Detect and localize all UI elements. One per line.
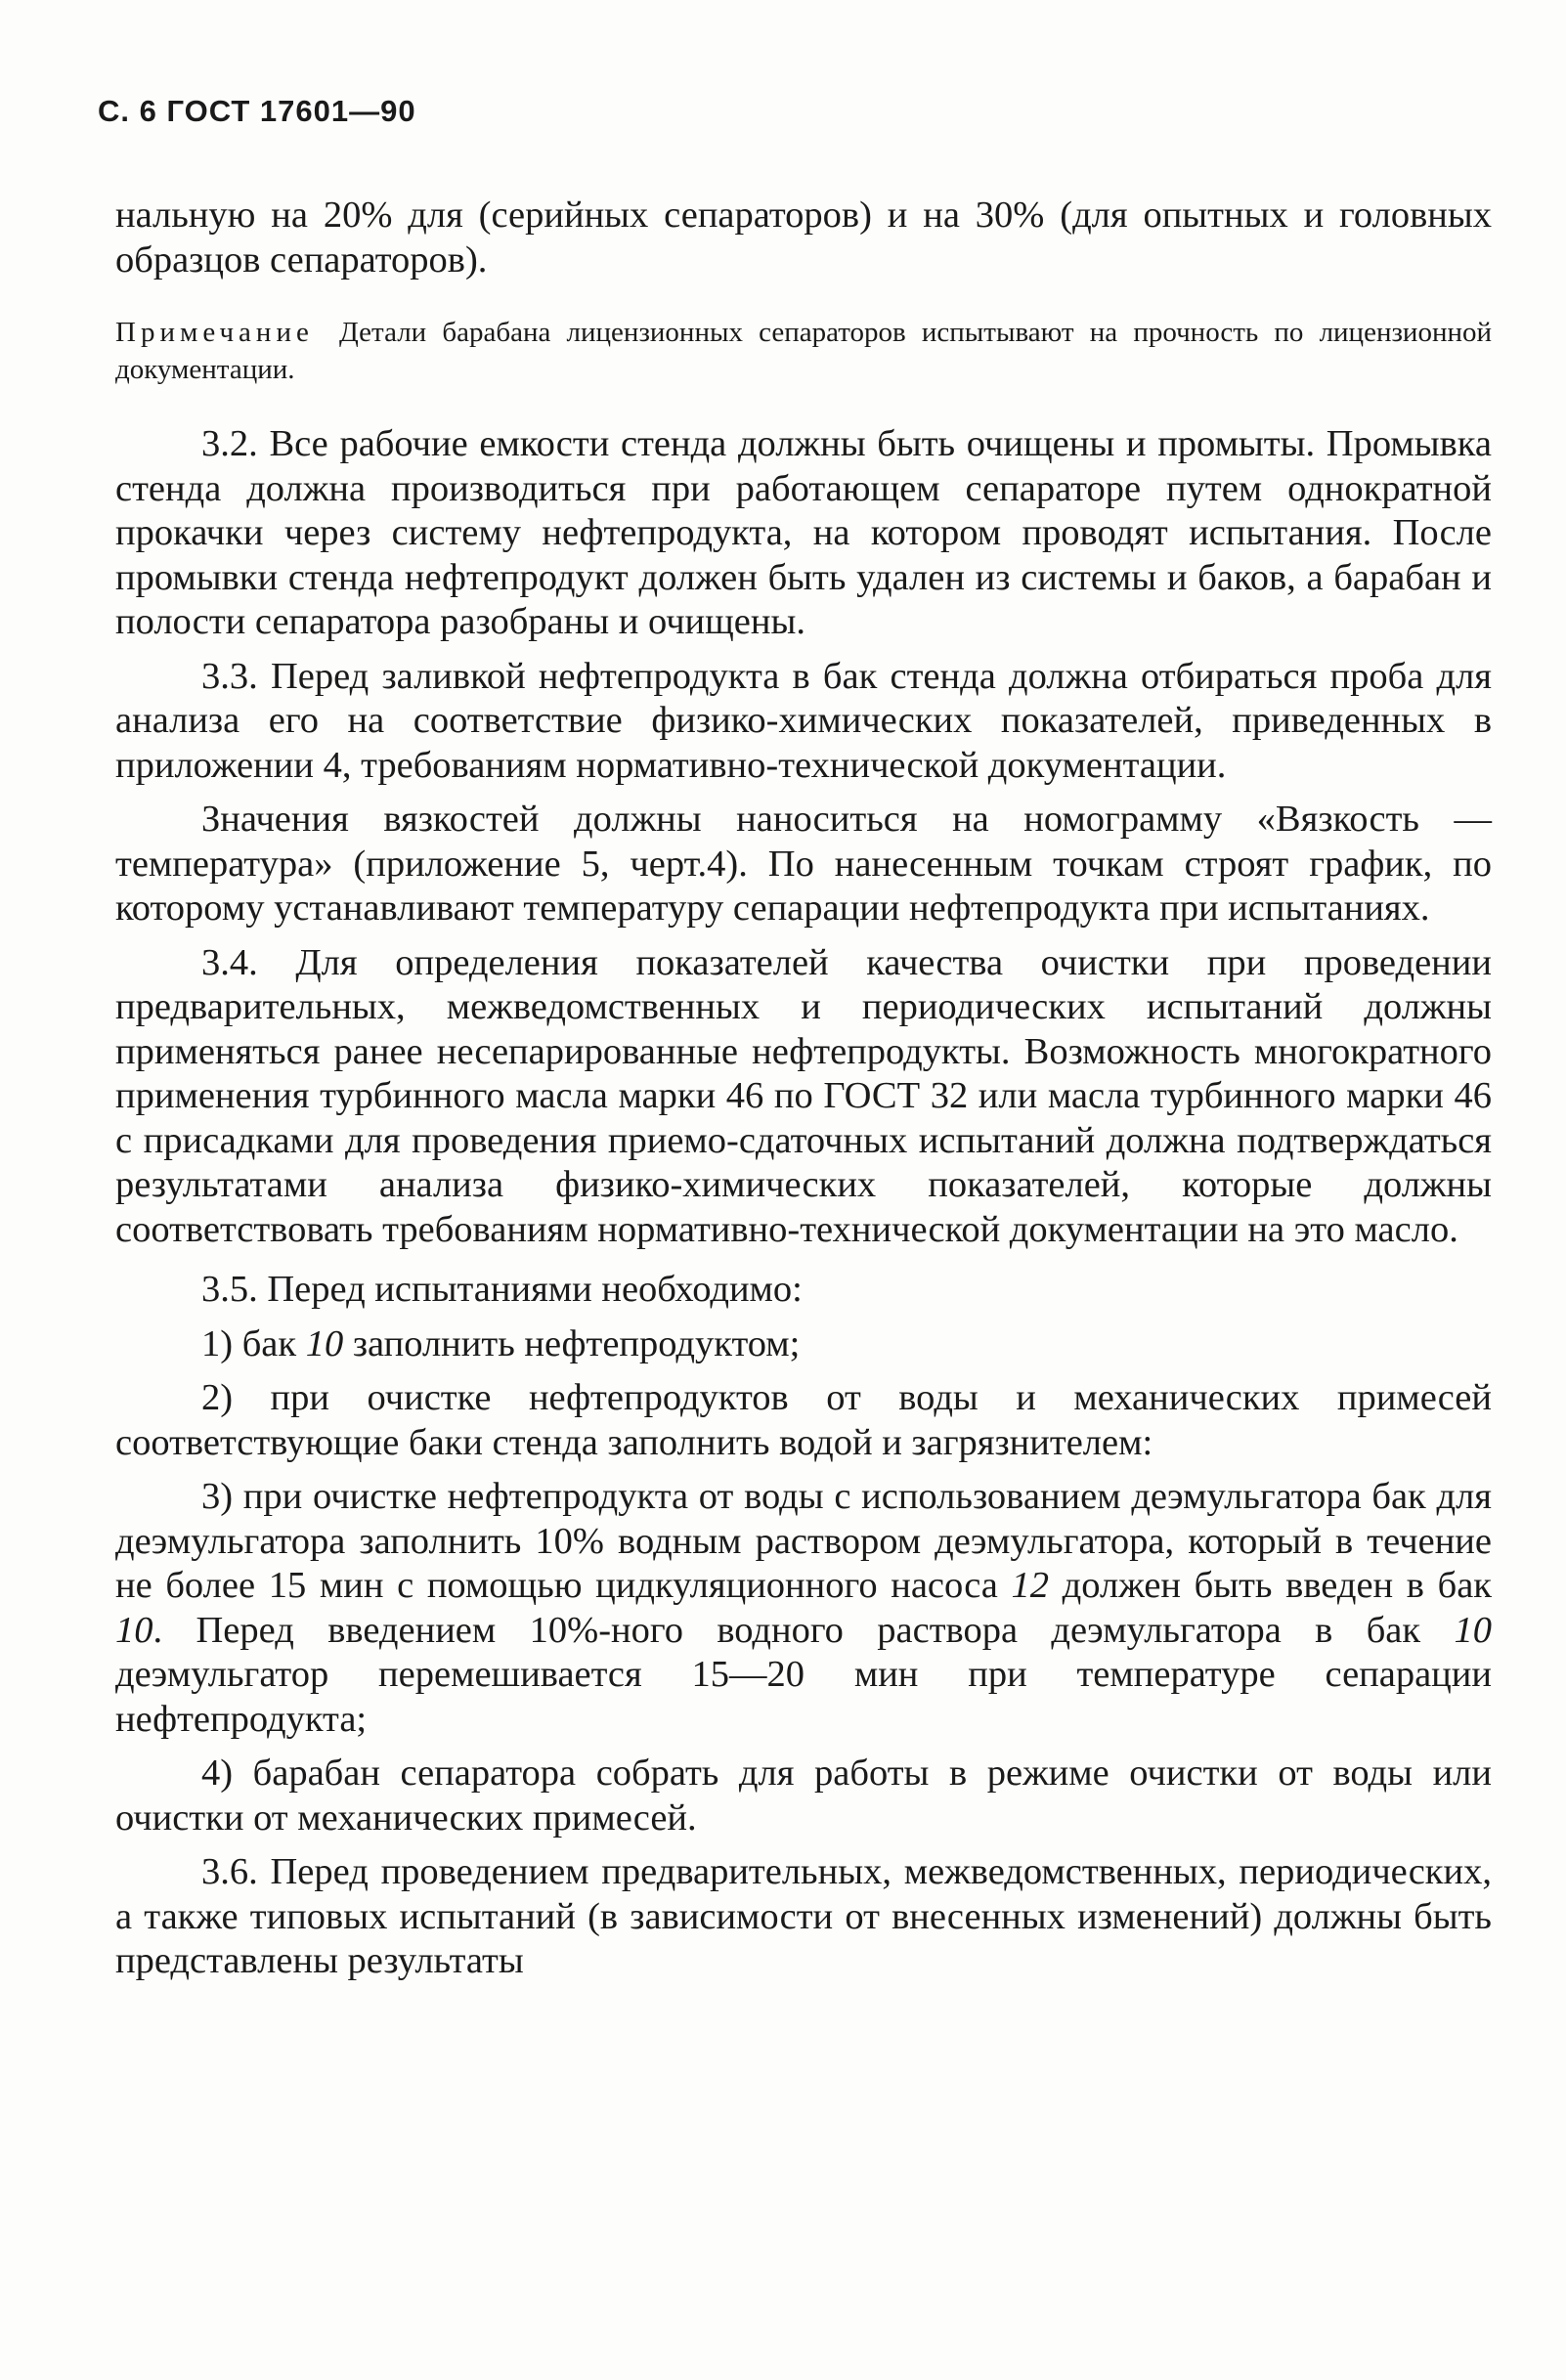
- paragraph-3-6: 3.6. Перед проведением предварительных, межведомственных, периодических, а также типовых испытаний (в зависимости от внесенных изменений) должны быть представлены результаты: [115, 1851, 1492, 1981]
- paragraph-3-3-viscosity: Значения вязкостей должны наноситься на номограмму «Вязкость — температура» (приложение 5, черт.4). По нанесенным точкам строят график, по которому устанавливают температуру сепарации нефтепродукта при испытаниях.: [115, 799, 1492, 929]
- note: [115, 314, 1492, 388]
- tank-number: 10: [305, 1322, 344, 1364]
- page-body: [115, 194, 1492, 1984]
- list-item-3-part-d: деэмульгатор перемешивается 15—20 мин при температуре сепарации нефтепродукта;: [115, 1654, 1492, 1740]
- paragraph-3-5: 3.5. Перед испытаниями необходимо:: [201, 1269, 803, 1310]
- list-item-3-part-b: должен быть введен в бак: [1049, 1565, 1492, 1606]
- note-text: Детали барабана лицензионных сепараторов испытывают на прочность по лицензионной документации.: [115, 317, 1492, 385]
- list-item-2: 2) при очистке нефтепродуктов от воды и механических примесей соответствующие баки стенда заполнить водой и загрязнителем:: [115, 1377, 1492, 1463]
- pump-number: 12: [1011, 1565, 1050, 1606]
- tank-number: 10: [1454, 1609, 1492, 1651]
- page-header: С. 6 ГОСТ 17601—90: [98, 94, 416, 128]
- list-item-3: [115, 1475, 1492, 1742]
- list-item-3-part-a: 3) при очистке нефтепродукта от воды с использованием деэмульгатора бак для деэмульгатора заполнить 10% водным раствором деэмульгатора, который в течение не более 15 мин с помощью цидкуляционного насоса: [115, 1476, 1492, 1606]
- paragraph-intro: нальную на 20% для (серийных сепараторов) и на 30% (для опытных и головных образцов сепараторов).: [115, 195, 1492, 281]
- paragraph-3-2: 3.2. Все рабочие емкости стенда должны быть очищены и промыты. Промывка стенда должна производиться при работающем сепараторе путем однократной прокачки через систему нефтепродукта, на котором проводят испытания. После промывки стенда нефтепродукт должен быть удален из системы и баков, а барабан и полости сепаратора разобраны и очищены.: [115, 423, 1492, 642]
- list-item-4: 4) барабан сепаратора собрать для работы в режиме очистки от воды или очистки от механических примесей.: [115, 1753, 1492, 1839]
- note-label: Примечание: [115, 317, 314, 348]
- list-item-1-post: заполнить нефтепродуктом;: [343, 1322, 801, 1364]
- list-item-1-pre: 1) бак: [201, 1322, 306, 1364]
- paragraph-3-4: 3.4. Для определения показателей качества очистки при проведении предварительных, межведомственных и периодических испытаний должны применяться ранее несепарированные нефтепродукты. Возможность многократного применения турбинного масла марки 46 по ГОСТ 32 или масла турбинного марки 46 с присадками для проведения приемо-сдаточных испытаний должна подтверждаться результатами анализа физико-химических показателей, которые должны соответствовать требованиям нормативно-технической документации на это масло.: [115, 941, 1492, 1250]
- tank-number: 10: [115, 1609, 153, 1651]
- list-item-3-part-c: . Перед введением 10%-ного водного раствора деэмульгатора в бак: [152, 1609, 1455, 1651]
- list-item-1: [115, 1322, 1492, 1367]
- paragraph-3-3: 3.3. Перед заливкой нефтепродукта в бак стенда должна отбираться проба для анализа его на соответствие физико-химических показателей, приведенных в приложении 4, требованиям нормативно-технической документации.: [115, 655, 1492, 786]
